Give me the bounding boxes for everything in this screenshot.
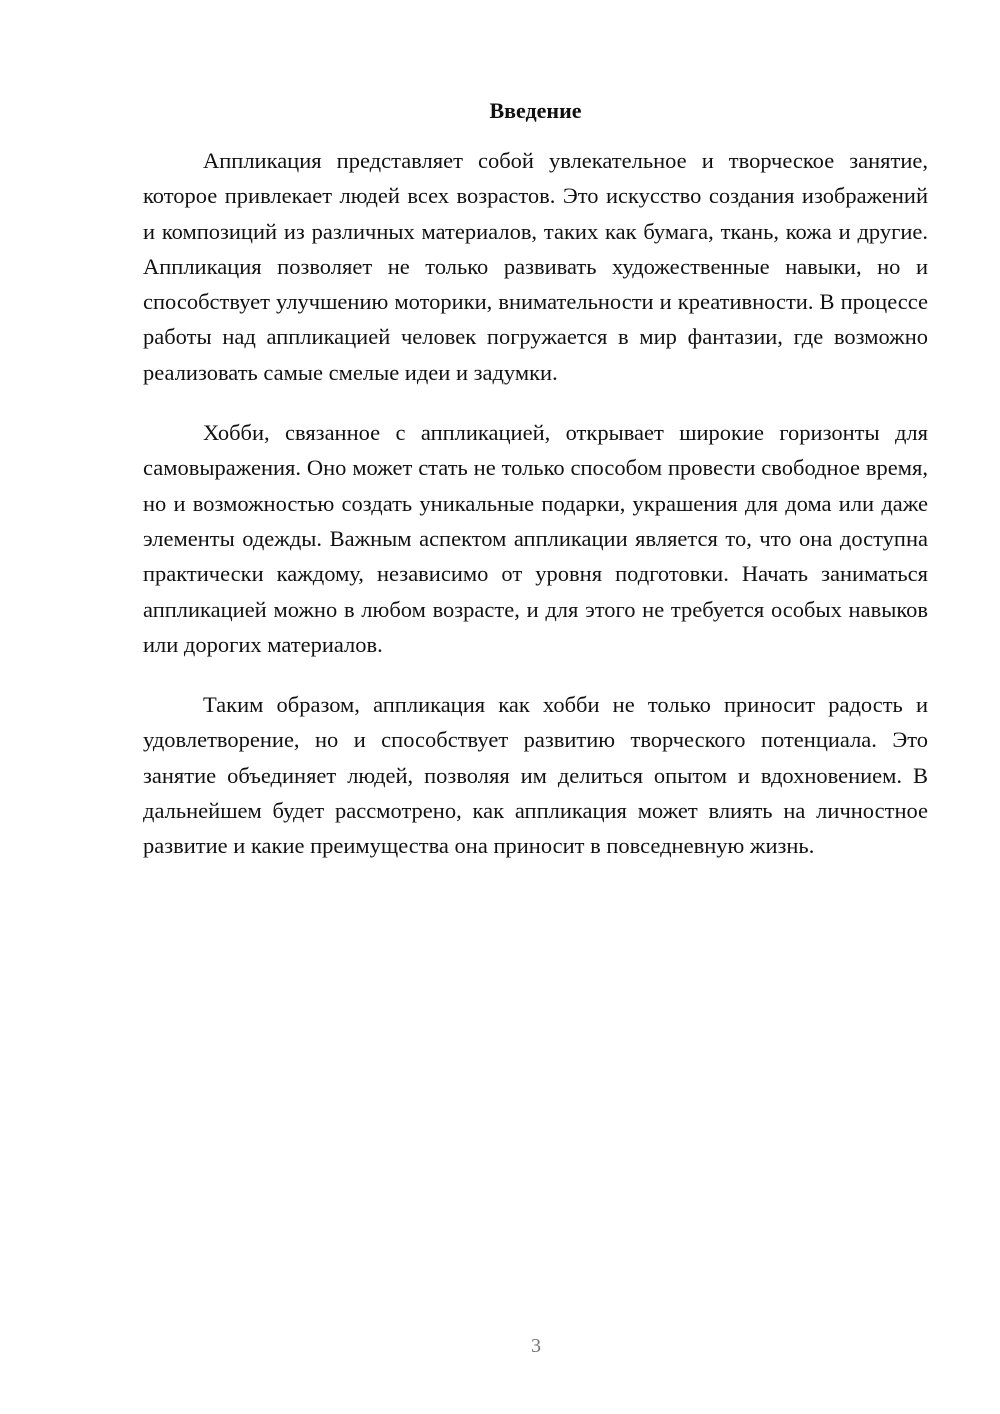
paragraph-1: Аппликация представляет собой увлекательное и творческое занятие, которое привлекает людей всех возрастов. Это искусство создания изображений и композиций из различных материалов, таких как бумага, ткань, кожа и другие. Аппликация позволяет не только развивать художественные навыки, но и способствует улучшению моторики, внимательности и креативности. В процессе работы над аппликацией человек погружается в мир фантазии, где возможно реализовать самые смелые идеи и задумки. bbox=[143, 148, 928, 385]
body-text bbox=[143, 143, 928, 889]
page-number: 3 bbox=[531, 1335, 541, 1357]
section-heading: Введение bbox=[489, 98, 582, 123]
paragraph-3: Таким образом, аппликация как хобби не только приносит радость и удовлетворение, но и способствует развитию творческого потенциала. Это занятие объединяет людей, позволяя им делиться опытом и вдохновением. В дальнейшем будет рассмотрено, как аппликация может влиять на личностное развитие и какие преимущества она приносит в повседневную жизнь. bbox=[143, 692, 928, 859]
paragraph-2: Хобби, связанное с аппликацией, открывает широкие горизонты для самовыражения. Оно может стать не только способом провести свободное время, но и возможностью создать уникальные подарки, украшения для дома или даже элементы одежды. Важным аспектом аппликации является то, что она доступна практически каждому, независимо от уровня подготовки. Начать заниматься аппликацией можно в любом возрасте, и для этого не требуется особых навыков или дорогих материалов. bbox=[143, 420, 928, 657]
